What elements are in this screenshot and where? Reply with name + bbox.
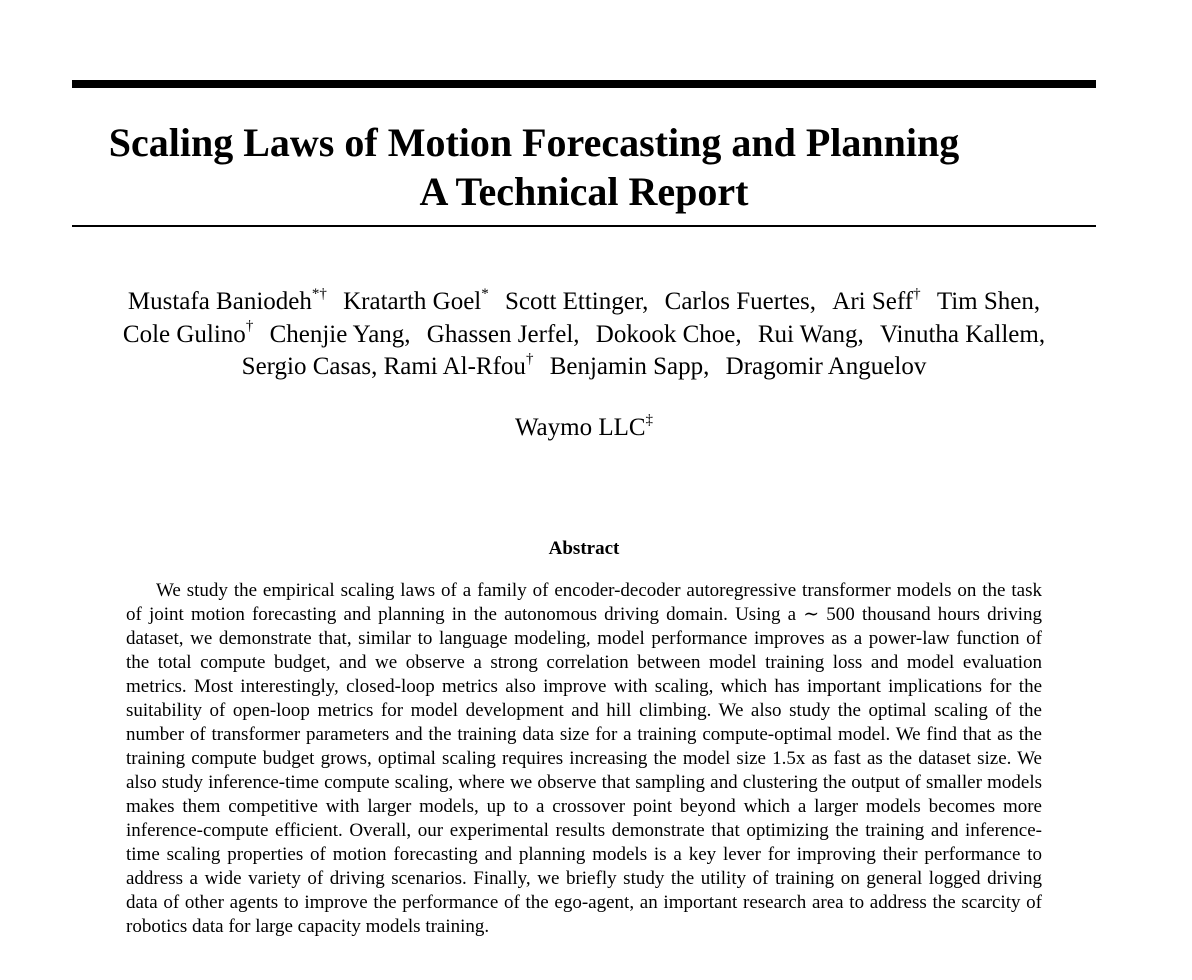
author-list	[72, 286, 1096, 384]
author: Scott Ettinger,	[505, 288, 649, 315]
author: Dokook Choe,	[595, 320, 742, 348]
author: Mustafa Baniodeh*†	[127, 285, 327, 315]
author-line-3	[72, 351, 1096, 384]
author: Rui Wang,	[757, 320, 864, 348]
title-bottom-rule	[72, 225, 1096, 227]
paper-title	[72, 118, 1096, 216]
author-line-2	[72, 319, 1096, 352]
affiliation-mark: ‡	[645, 411, 654, 428]
author: Chenjie Yang,	[269, 320, 411, 348]
title-line-1: Scaling Laws of Motion Forecasting and Planning	[108, 120, 960, 165]
title-top-rule	[72, 80, 1096, 88]
author: Ari Seff†	[832, 285, 921, 315]
author: Ghassen Jerfel,	[426, 320, 580, 348]
author: Sergio Casas, Rami Al-Rfou†	[241, 350, 534, 380]
author: Kratarth Goel*	[343, 285, 489, 315]
author-line-1	[72, 286, 1096, 319]
title-line-2: A Technical Report	[419, 169, 749, 214]
abstract-heading: Abstract	[548, 538, 620, 559]
author: Benjamin Sapp,	[549, 353, 710, 380]
affiliation	[72, 412, 1096, 444]
author: Vinutha Kallem,	[879, 320, 1046, 348]
affiliation-name: Waymo LLC	[514, 414, 646, 441]
author: Cole Gulino†	[122, 318, 254, 348]
abstract-body: We study the empirical scaling laws of a family of encoder-decoder autoregressive transformer models on the task of joint motion forecasting and planning in the autonomous driving domain. Using a ∼ 500 thousand hours driving dataset, we demonstrate that, similar to language modeling, model performance improves as a power-law function of the total compute budget, and we observe a strong correlation between model training loss and model evaluation metrics. Most interestingly, closed-loop metrics also improve with scaling, which has important implications for the suitability of open-loop metrics for model development and hill climbing. We also study the optimal scaling of the number of transformer parameters and the training data size for a training compute-optimal model. We find that as the training compute budget grows, optimal scaling requires increasing the model size 1.5x as fast as the dataset size. We also study inference-time compute scaling, where we observe that sampling and clustering the output of smaller models makes them competitive with larger models, up to a crossover point beyond which a larger models becomes more inference-compute efficient. Overall, our experimental results demonstrate that optimizing the training and inference-time scaling properties of motion forecasting and planning models is a key lever for improving their performance to address a wide variety of driving scenarios. Finally, we briefly study the utility of training on general logged driving data of other agents to improve the performance of the ego-agent, an important research area to address the scarcity of robotics data for large capacity models training.	[126, 580, 1042, 937]
author: Carlos Fuertes,	[664, 288, 817, 315]
author: Dragomir Anguelov	[725, 353, 927, 380]
author: Tim Shen,	[936, 288, 1041, 315]
